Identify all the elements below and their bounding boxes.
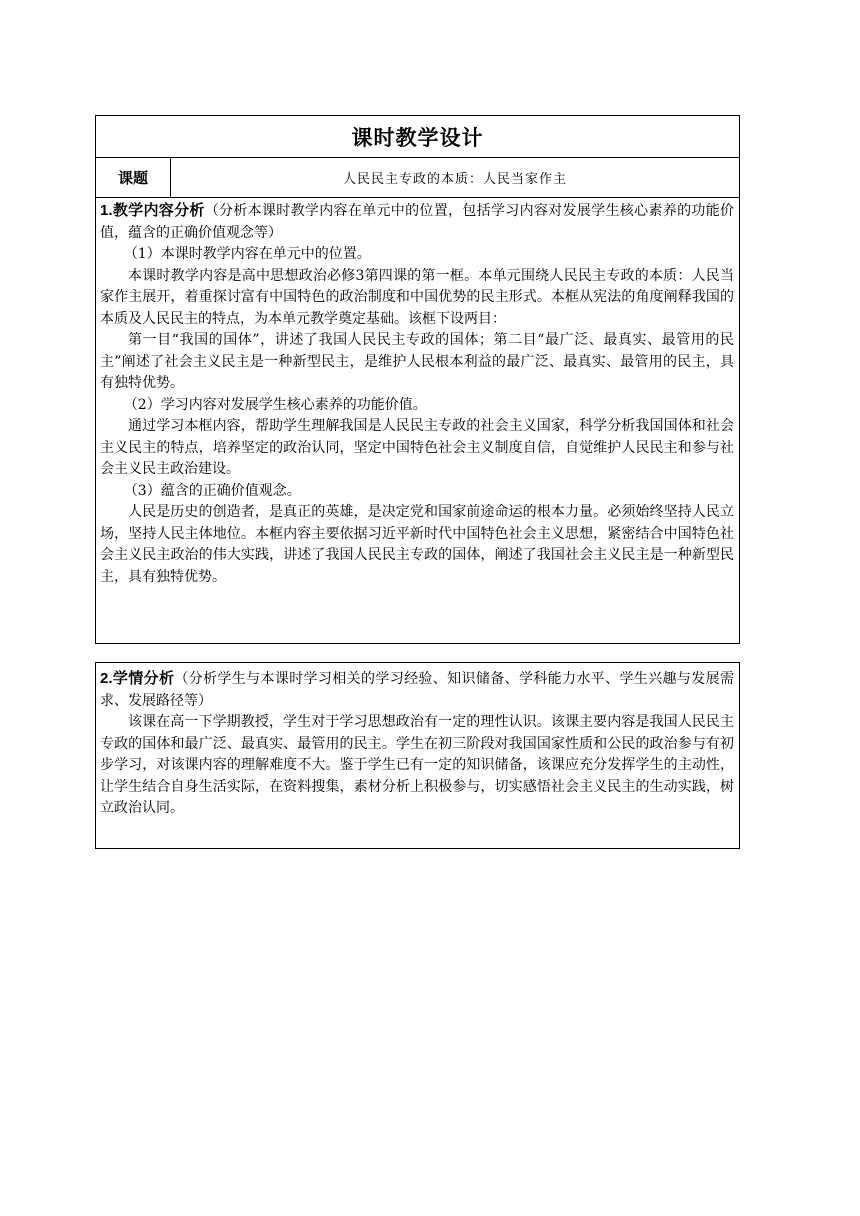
student-analysis-paragraph: 该课在高一下学期教授，学生对于学习思想政治有一定的理性认识。该课主要内容是我国人民民主专政的国体和最广泛、最真实、最管用的民主。学生在初三阶段对我国国家性质和公民的政治参与有初步学习，对该课内容的理解难度不大。鉴于学生已有一定的知识储备，该课应充分发挥学生的主动性，让学生结合自身生活实际，在资料搜集，素材分析上积极参与，切实感悟社会主义民主的生动实践，树立政治认同。 xyxy=(100,714,734,816)
content-analysis-heading: 1.教学内容分析 xyxy=(100,202,205,219)
content-analysis-section xyxy=(96,198,739,588)
topic-label: 课题 xyxy=(96,158,171,197)
topic-row xyxy=(96,158,739,198)
subsection-3-paragraph: 人民是历史的创造者，是真正的英雄，是决定党和国家前途命运的根本力量。必须始终坚持人民立场，坚持人民主体地位。本框内容主要依据习近平新时代中国特色社会主义思想，紧密结合中国特色社会主义民主政治的伟大实践，讲述了我国人民民主专政的国体，阐述了我国社会主义民主是一种新型民主，具有独特优势。 xyxy=(100,504,734,585)
subsection-1-paragraph-2: 第一目“我国的国体”，讲述了我国人民民主专政的国体；第二目“最广泛、最真实、最管用的民主”阐述了社会主义民主是一种新型民主，是维护人民根本利益的最广泛、最真实、最管用的民主，具有独特优势。 xyxy=(100,332,734,391)
subsection-1-title: （1）本课时教学内容在单元中的位置。 xyxy=(123,246,371,262)
subsection-3-title: （3）蕴含的正确价值观念。 xyxy=(123,482,301,499)
subsection-2-title: （2）学习内容对发展学生核心素养的功能价值。 xyxy=(123,396,427,413)
student-analysis-note: （分析学生与本课时学习相关的学习经验、知识储备、学科能力水平、学生兴趣与发展需求、发展路径等） xyxy=(100,671,734,709)
subsection-1-paragraph-1: 本课时教学内容是高中思想政治必修3第四课的第一框。本单元围绕人民民主专政的本质：人民当家作主展开，着重探讨富有中国特色的政治制度和中国优势的民主形式。本框从宪法的角度阐释我国的本质及人民民主的特点，为本单元教学奠定基础。该框下设两目： xyxy=(100,267,734,327)
student-analysis-section xyxy=(96,663,739,820)
subsection-2-paragraph: 通过学习本框内容，帮助学生理解我国是人民民主专政的社会主义国家，科学分析我国国体和社会主义民主的特点，培养坚定的政治认同，坚定中国特色社会主义制度自信，自觉维护人民民主和参与社会主义民主政治建设。 xyxy=(100,418,734,477)
student-analysis-table xyxy=(95,662,740,849)
lesson-design-table xyxy=(95,115,740,644)
topic-value: 人民民主专政的本质：人民当家作主 xyxy=(342,172,567,187)
student-analysis-heading: 2.学情分析 xyxy=(100,670,175,687)
page-title: 课时教学设计 xyxy=(351,125,484,150)
title-row xyxy=(96,116,739,158)
content-analysis-note: （分析本课时教学内容在单元中的位置，包括学习内容对发展学生核心素养的功能价值，蕴含的正确价值观念等） xyxy=(100,203,735,241)
